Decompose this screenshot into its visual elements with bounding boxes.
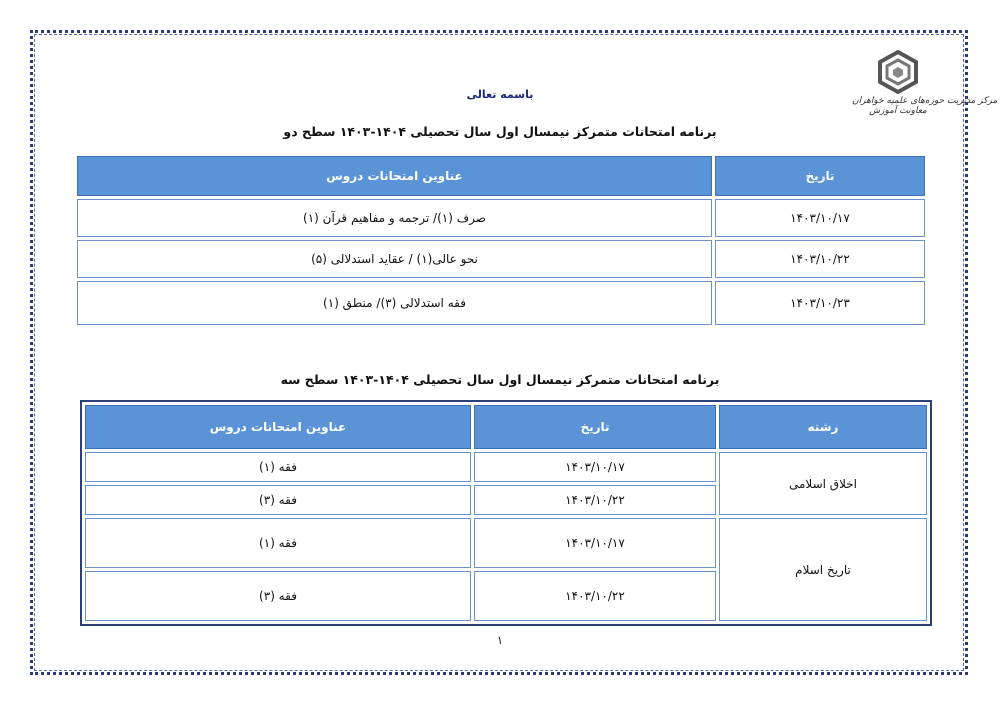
level2-exam-table [74,153,928,328]
level3-exam-table [80,400,932,626]
header-field: رشته [719,405,927,449]
row-courses: فقه (۱) [85,452,471,482]
section2-title: برنامه امتحانات متمرکز نیمسال اول سال تحصیلی ۱۴۰۴-۱۴۰۳ سطح سه [280,372,720,387]
dept-name: معاونت آموزش [869,106,927,116]
header-courses: عناوین امتحانات دروس [77,156,712,196]
page-number: ۱ [497,634,503,647]
row-date: ۱۴۰۳/۱۰/۱۷ [474,518,716,568]
field-cell: اخلاق اسلامی [719,452,927,515]
row-courses: صرف (۱)/ ترجمه و مفاهیم قرآن (۱) [77,199,712,237]
row-courses: فقه (۳) [85,571,471,621]
row-date: ۱۴۰۳/۱۰/۲۲ [474,571,716,621]
header-date: تاریخ [715,156,925,196]
table-row [85,452,927,482]
header-date: تاریخ [474,405,716,449]
hexagon-logo-icon [876,50,920,94]
header-courses: عناوین امتحانات دروس [85,405,471,449]
row-courses: فقه (۳) [85,485,471,515]
row-date: ۱۴۰۳/۱۰/۲۲ [474,485,716,515]
table-header-row [77,156,925,196]
row-date: ۱۴۰۳/۱۰/۲۳ [715,281,925,325]
field-cell: تاریخ اسلام [719,518,927,621]
row-date: ۱۴۰۳/۱۰/۲۲ [715,240,925,278]
row-courses: فقه (۱) [85,518,471,568]
row-date: ۱۴۰۳/۱۰/۱۷ [474,452,716,482]
org-name: مرکز مدیریت حوزه‌های علمیه خواهران [852,96,998,106]
row-courses: فقه استدلالی (۳)/ منطق (۱) [77,281,712,325]
table-row [77,240,925,278]
basmala: باسمه تعالی [466,88,534,101]
row-courses: نحو عالی(۱) / عقاید استدلالی (۵) [77,240,712,278]
table-header-row [85,405,927,449]
section1-title: برنامه امتحانات متمرکز نیمسال اول سال تحصیلی ۱۴۰۴-۱۴۰۳ سطح دو [283,124,717,139]
row-date: ۱۴۰۳/۱۰/۱۷ [715,199,925,237]
table-row [77,281,925,325]
table-row [77,199,925,237]
table-row [85,518,927,568]
